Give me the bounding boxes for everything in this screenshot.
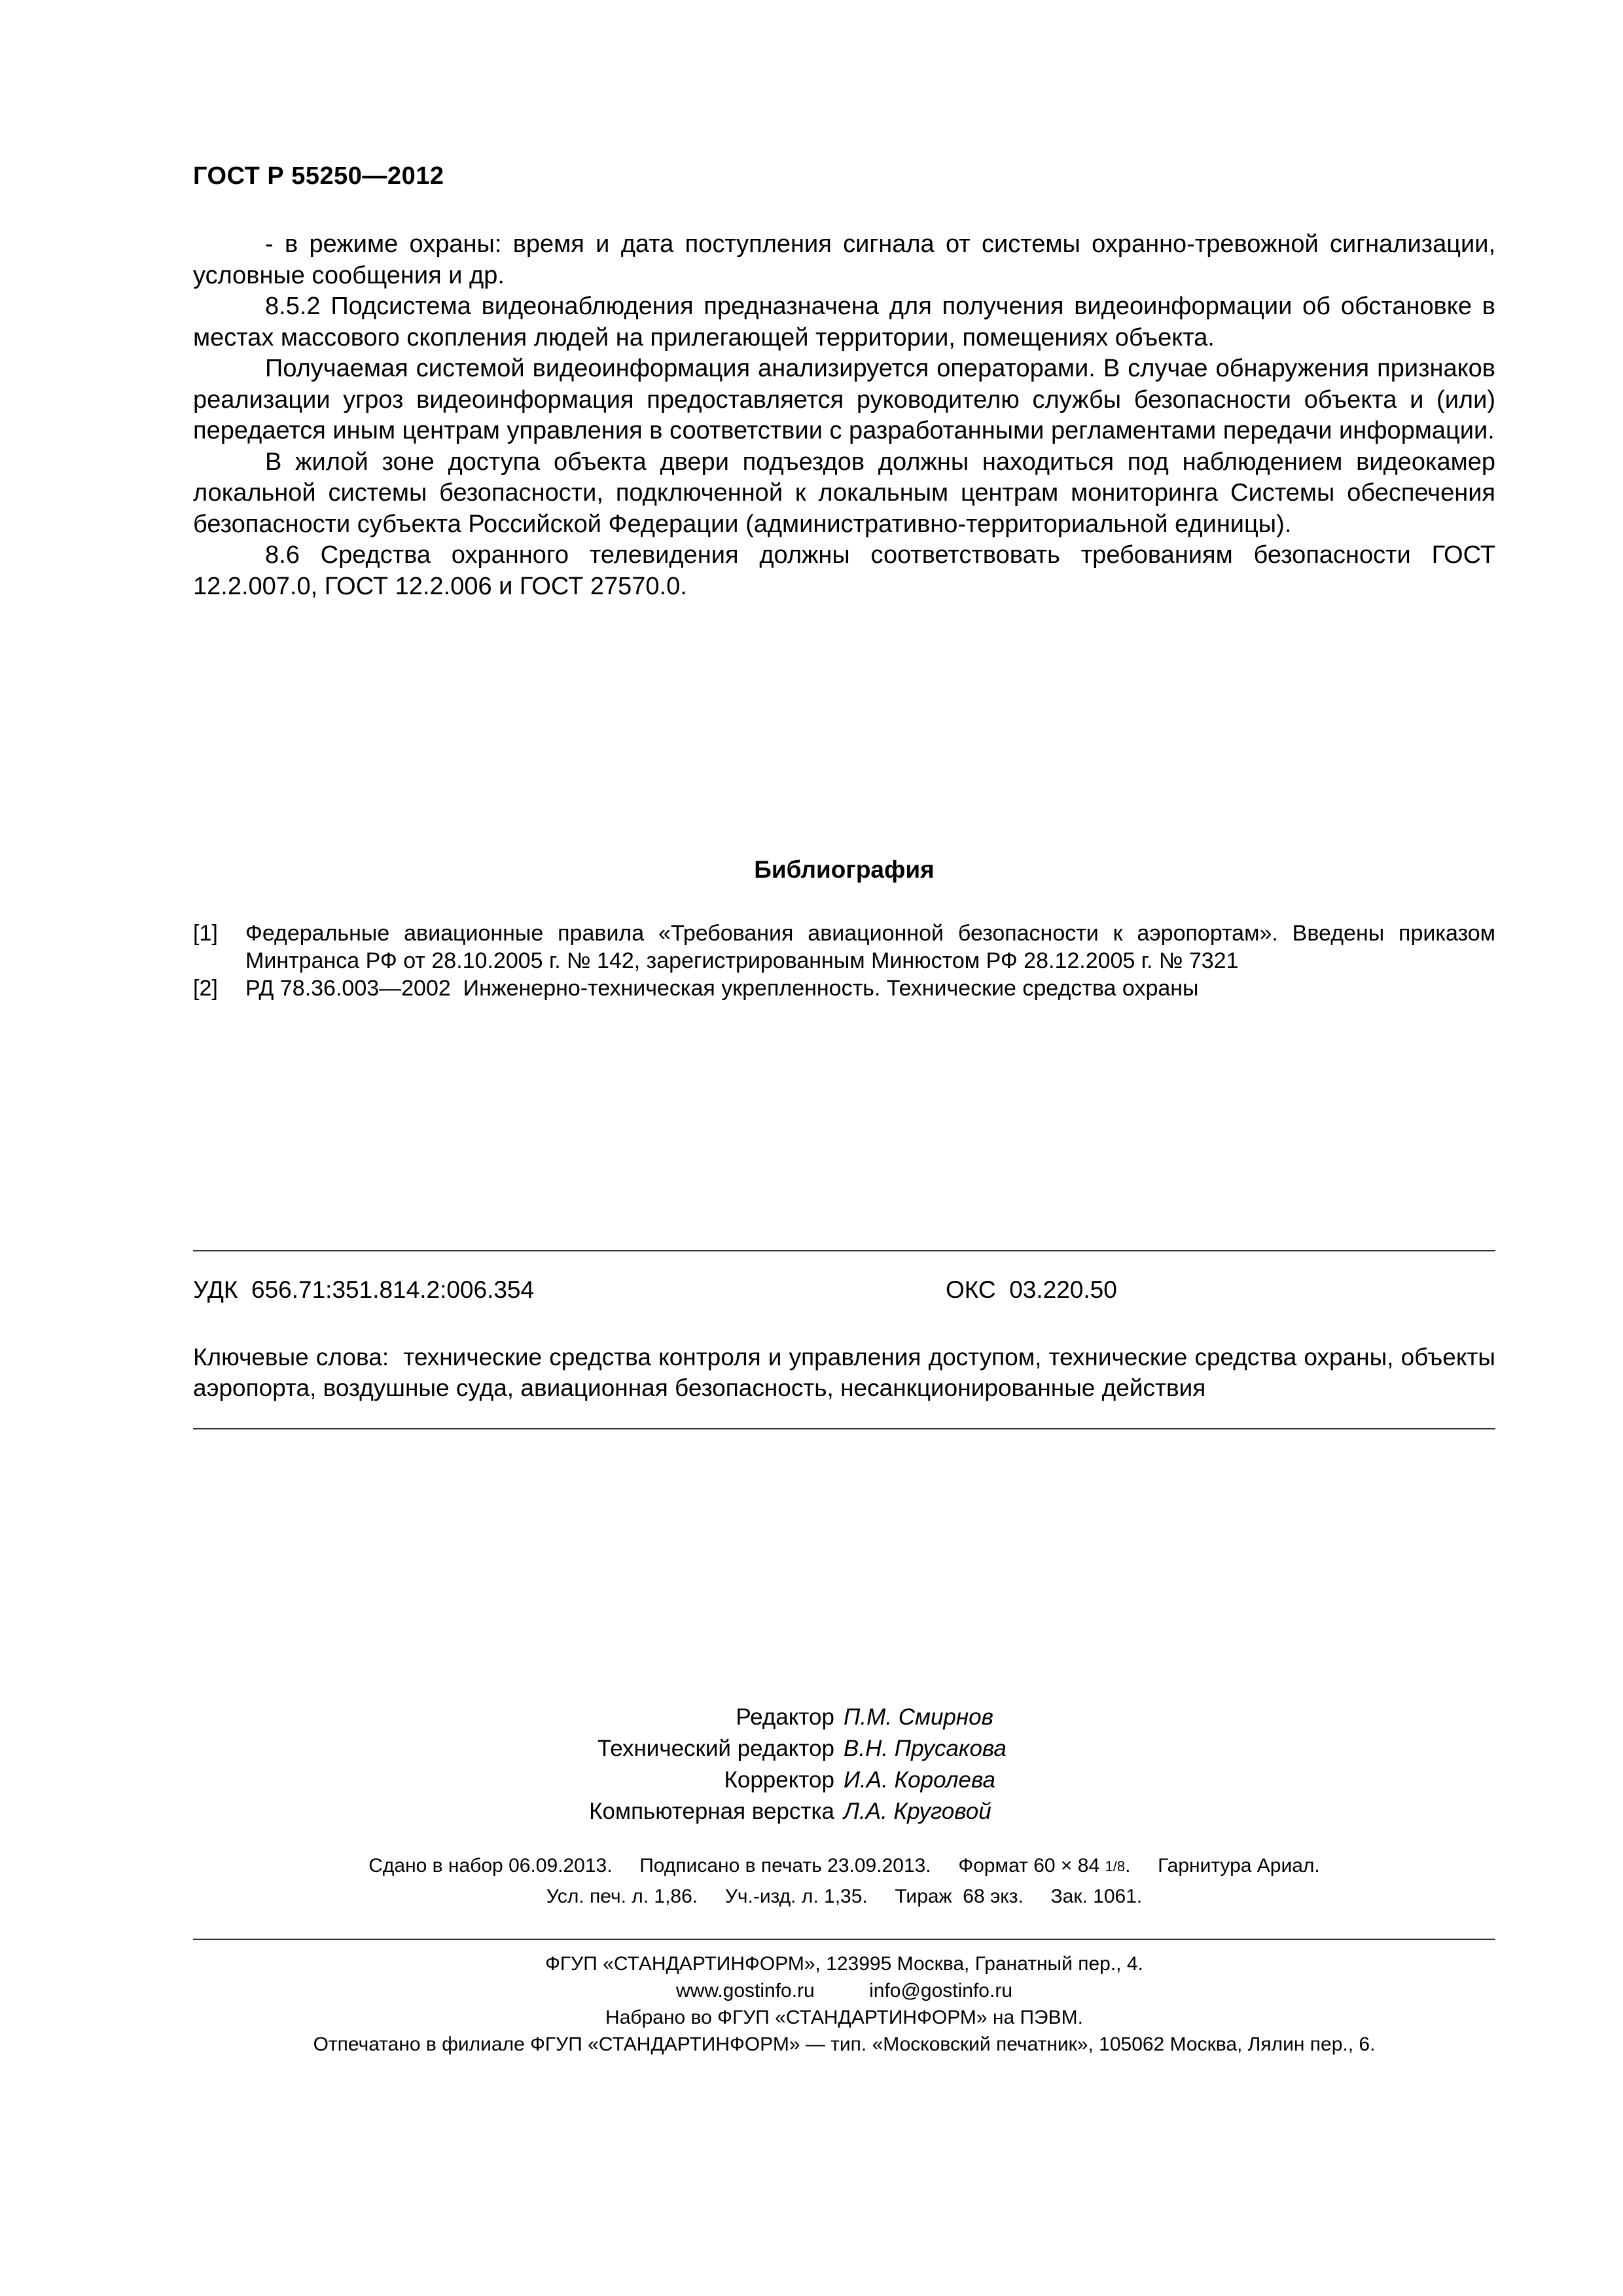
udk-code: УДК 656.71:351.814.2:006.354 [193, 1276, 535, 1303]
credit-line [193, 1796, 1495, 1827]
credit-name: В.Н. Прусакова [844, 1736, 1007, 1761]
bibliography-item-number: [2] [193, 976, 218, 1001]
paragraph: Получаемая системой видеоинформация анализируется операторами. В случае обнаружения признаков реализации угроз видеоинформация предоставляется руководителю службы безопасности объекта и (или) передается иным центрам управления в соответствии с разработанными регламентами передачи информации. [193, 355, 1495, 444]
divider [193, 1939, 1495, 1940]
bibliography-item-text: РД 78.36.003—2002 Инженерно-техническая укрепленность. Технические средства охраны [245, 976, 1199, 1001]
bibliography-item-number: [1] [193, 921, 218, 946]
oks-code: ОКС 03.220.50 [946, 1276, 1117, 1303]
bibliography-list [193, 920, 1495, 1002]
credit-role: Корректор [724, 1767, 834, 1793]
imprint [193, 1851, 1495, 1912]
keywords: Ключевые слова: технические средства контроля и управления доступом, технические средства охраны, объекты аэропорта, воздушные суда, авиационная безопасность, несанкционированные действия [193, 1344, 1503, 1401]
paragraph: В жилой зоне доступа объекта двери подъездов должны находиться под наблюдением видеокамер локальной системы безопасности, подключенной к локальным центрам мониторинга Системы обеспечения безопасности субъекта Российской Федерации (административно-территориальной единицы). [193, 448, 1495, 538]
credit-role: Редактор [736, 1704, 834, 1730]
paragraph: - в режиме охраны: время и дата поступления сигнала от системы охранно-тревожной сигнализации, условные сообщения и др. [193, 230, 1495, 289]
credit-name: И.А. Королева [844, 1767, 995, 1793]
divider [193, 1250, 1495, 1251]
body-text [193, 229, 1495, 602]
footer-line: Набрано во ФГУП «СТАНДАРТИНФОРМ» на ПЭВМ. [605, 2007, 1083, 2028]
credit-role: Технический редактор [597, 1736, 834, 1761]
credit-role: Компьютерная верстка [589, 1799, 834, 1824]
footer-line: Отпечатано в филиале ФГУП «СТАНДАРТИНФОРМ» — тип. «Московский печатник», 105062 Москва, Лялин пер., 6. [313, 2034, 1376, 2055]
imprint-text: Усл. печ. л. 1,86. Уч.-изд. л. 1,35. Тираж 68 экз. Зак. 1061. [546, 1886, 1143, 1908]
paragraph: 8.5.2 Подсистема видеонаблюдения предназначена для получения видеоинформации об обстановке в местах массового скопления людей на прилегающей территории, помещениях объекта. [193, 293, 1495, 351]
bibliography-item-text: Федеральные авиационные правила «Требования авиационной безопасности к аэропортам». Введены приказом Минтранса РФ от 28.10.2005 г. № 142, зарегистрированным Минюстом РФ 28.12.2005 г. № 7321 [245, 921, 1495, 973]
bibliography-item [193, 920, 1495, 975]
credits [193, 1702, 1495, 1827]
divider [193, 1428, 1495, 1429]
format-fraction: 1/8 [1105, 1858, 1126, 1875]
imprint-line [193, 1882, 1495, 1912]
document-header: ГОСТ Р 55250—2012 [193, 162, 444, 190]
credit-line [193, 1733, 1495, 1765]
credit-line [193, 1765, 1495, 1796]
imprint-text: Сдано в набор 06.09.2013. Подписано в печать 23.09.2013. Формат 60 × 84 [368, 1855, 1105, 1876]
document-page [193, 0, 1503, 2296]
imprint-text: . Гарнитура Ариал. [1125, 1855, 1320, 1876]
footer-line: www.gostinfo.ru info@gostinfo.ru [675, 1980, 1012, 2001]
bibliography-title: Библиография [754, 856, 935, 883]
credit-name: П.М. Смирнов [844, 1704, 993, 1730]
footer-line: ФГУП «СТАНДАРТИНФОРМ», 123995 Москва, Гранатный пер., 4. [545, 1953, 1143, 1975]
publisher-footer [193, 1950, 1495, 2058]
credit-line [193, 1702, 1495, 1733]
imprint-line [193, 1851, 1495, 1882]
bibliography-item [193, 975, 1495, 1002]
paragraph: 8.6 Средства охранного телевидения должны соответствовать требованиям безопасности ГОСТ 12.2.007.0, ГОСТ 12.2.006 и ГОСТ 27570.0. [193, 541, 1495, 600]
credit-name: Л.А. Круговой [844, 1799, 991, 1824]
